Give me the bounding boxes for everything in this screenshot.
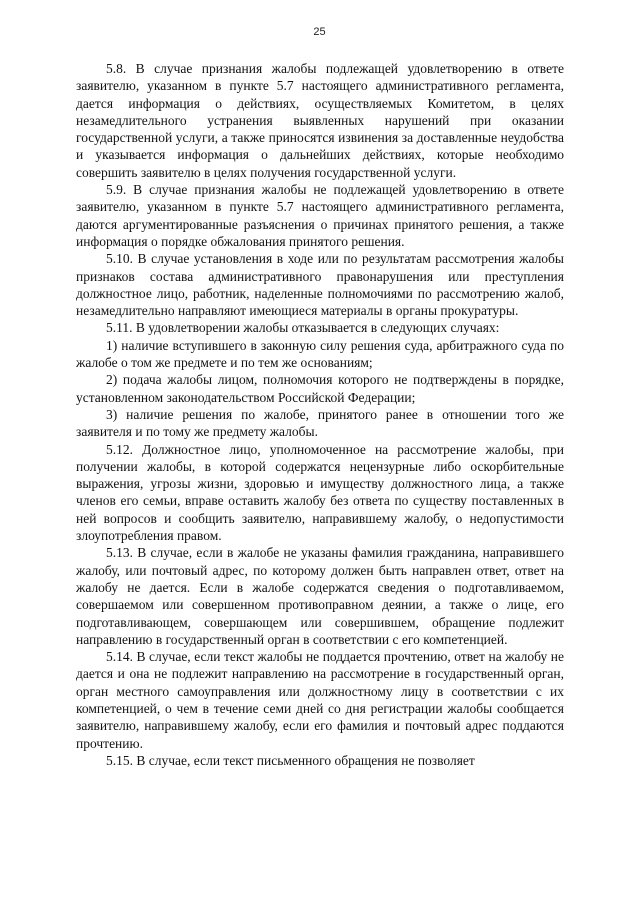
paragraph-5-15: 5.15. В случае, если текст письменного обращения не позволяет [106,752,475,768]
document-body [76,60,564,769]
page-number: 25 [313,26,326,38]
paragraph-5-9: 5.9. В случае признания жалобы не подлежащей удовлетворению в ответе заявителю, указанном в пункте 5.7 настоящего административного регламента, даются аргументированные разъяснения о причинах принятого решения, а также информация о порядке обжалования принятого решения. [76,182,564,249]
list-item-2: 2) подача жалобы лицом, полномочия которого не подтверждены в порядке, установленном законодательством Российской Федерации; [76,372,564,405]
paragraph-5-10: 5.10. В случае установления в ходе или по результатам рассмотрения жалобы признаков состава административного правонарушения или преступления должностное лицо, работник, наделенные полномочиями по рассмотрению жалоб, незамедлительно направляют имеющиеся материалы в органы прокуратуры. [76,251,564,319]
paragraph-5-11: 5.11. В удовлетворении жалобы отказывается в следующих случаях: [106,320,500,336]
paragraph-5-12: 5.12. Должностное лицо, уполномоченное на рассмотрение жалобы, при получении жалобы, в которой содержатся нецензурные либо оскорбительные выражения, угрозы жизни, здоровью и имуществу должностного лица, а также членов его семьи, вправе оставить жалобу без ответа по существу поставленных в ней вопросов и сообщить заявителю, направившему жалобу, о недопустимости злоупотребления правом. [76,441,564,544]
paragraph-5-14: 5.14. В случае, если текст жалобы не поддается прочтению, ответ на жалобу не дается и она не подлежит направлению на рассмотрение в государственный орган, орган местного самоуправления или должностному лицу в соответствии с их компетенцией, о чем в течение семи дней со дня регистрации жалобы сообщается заявителю, направившему жалобу, если его фамилия и почтовый адрес поддаются прочтению. [76,649,564,751]
list-item-3: 3) наличие решения по жалобе, принятого ранее в отношении того же заявителя и по тому же предмету жалобы. [76,406,564,440]
list-item-1: 1) наличие вступившего в законную силу решения суда, арбитражного суда по жалобе о том же предмете и по тем же основаниям; [76,337,564,371]
paragraph-5-13: 5.13. В случае, если в жалобе не указаны фамилия гражданина, направившего жалобу, или почтовый адрес, по которому должен быть направлен ответ, ответ на жалобу не дается. Если в жалобе содержатся сведения о подготавливаемом, совершаемом или совершенном противоправном деянии, а также о лице, его подготавливающем, совершающем или совершившем, обращение подлежит направлению в государственный орган в соответствии с его компетенцией. [76,545,564,647]
paragraph-5-8: 5.8. В случае признания жалобы подлежащей удовлетворению в ответе заявителю, указанном в пункте 5.7 настоящего административного регламента, дается информация о действиях, осуществляемых Комитетом, в целях незамедлительного устранения выявленных нарушений при оказании государственной услуги, а также приносятся извинения за доставленные неудобства и указывается информация о дальнейших действиях, которые необходимо совершить заявителю в целях получения государственной услуги. [76,61,564,180]
